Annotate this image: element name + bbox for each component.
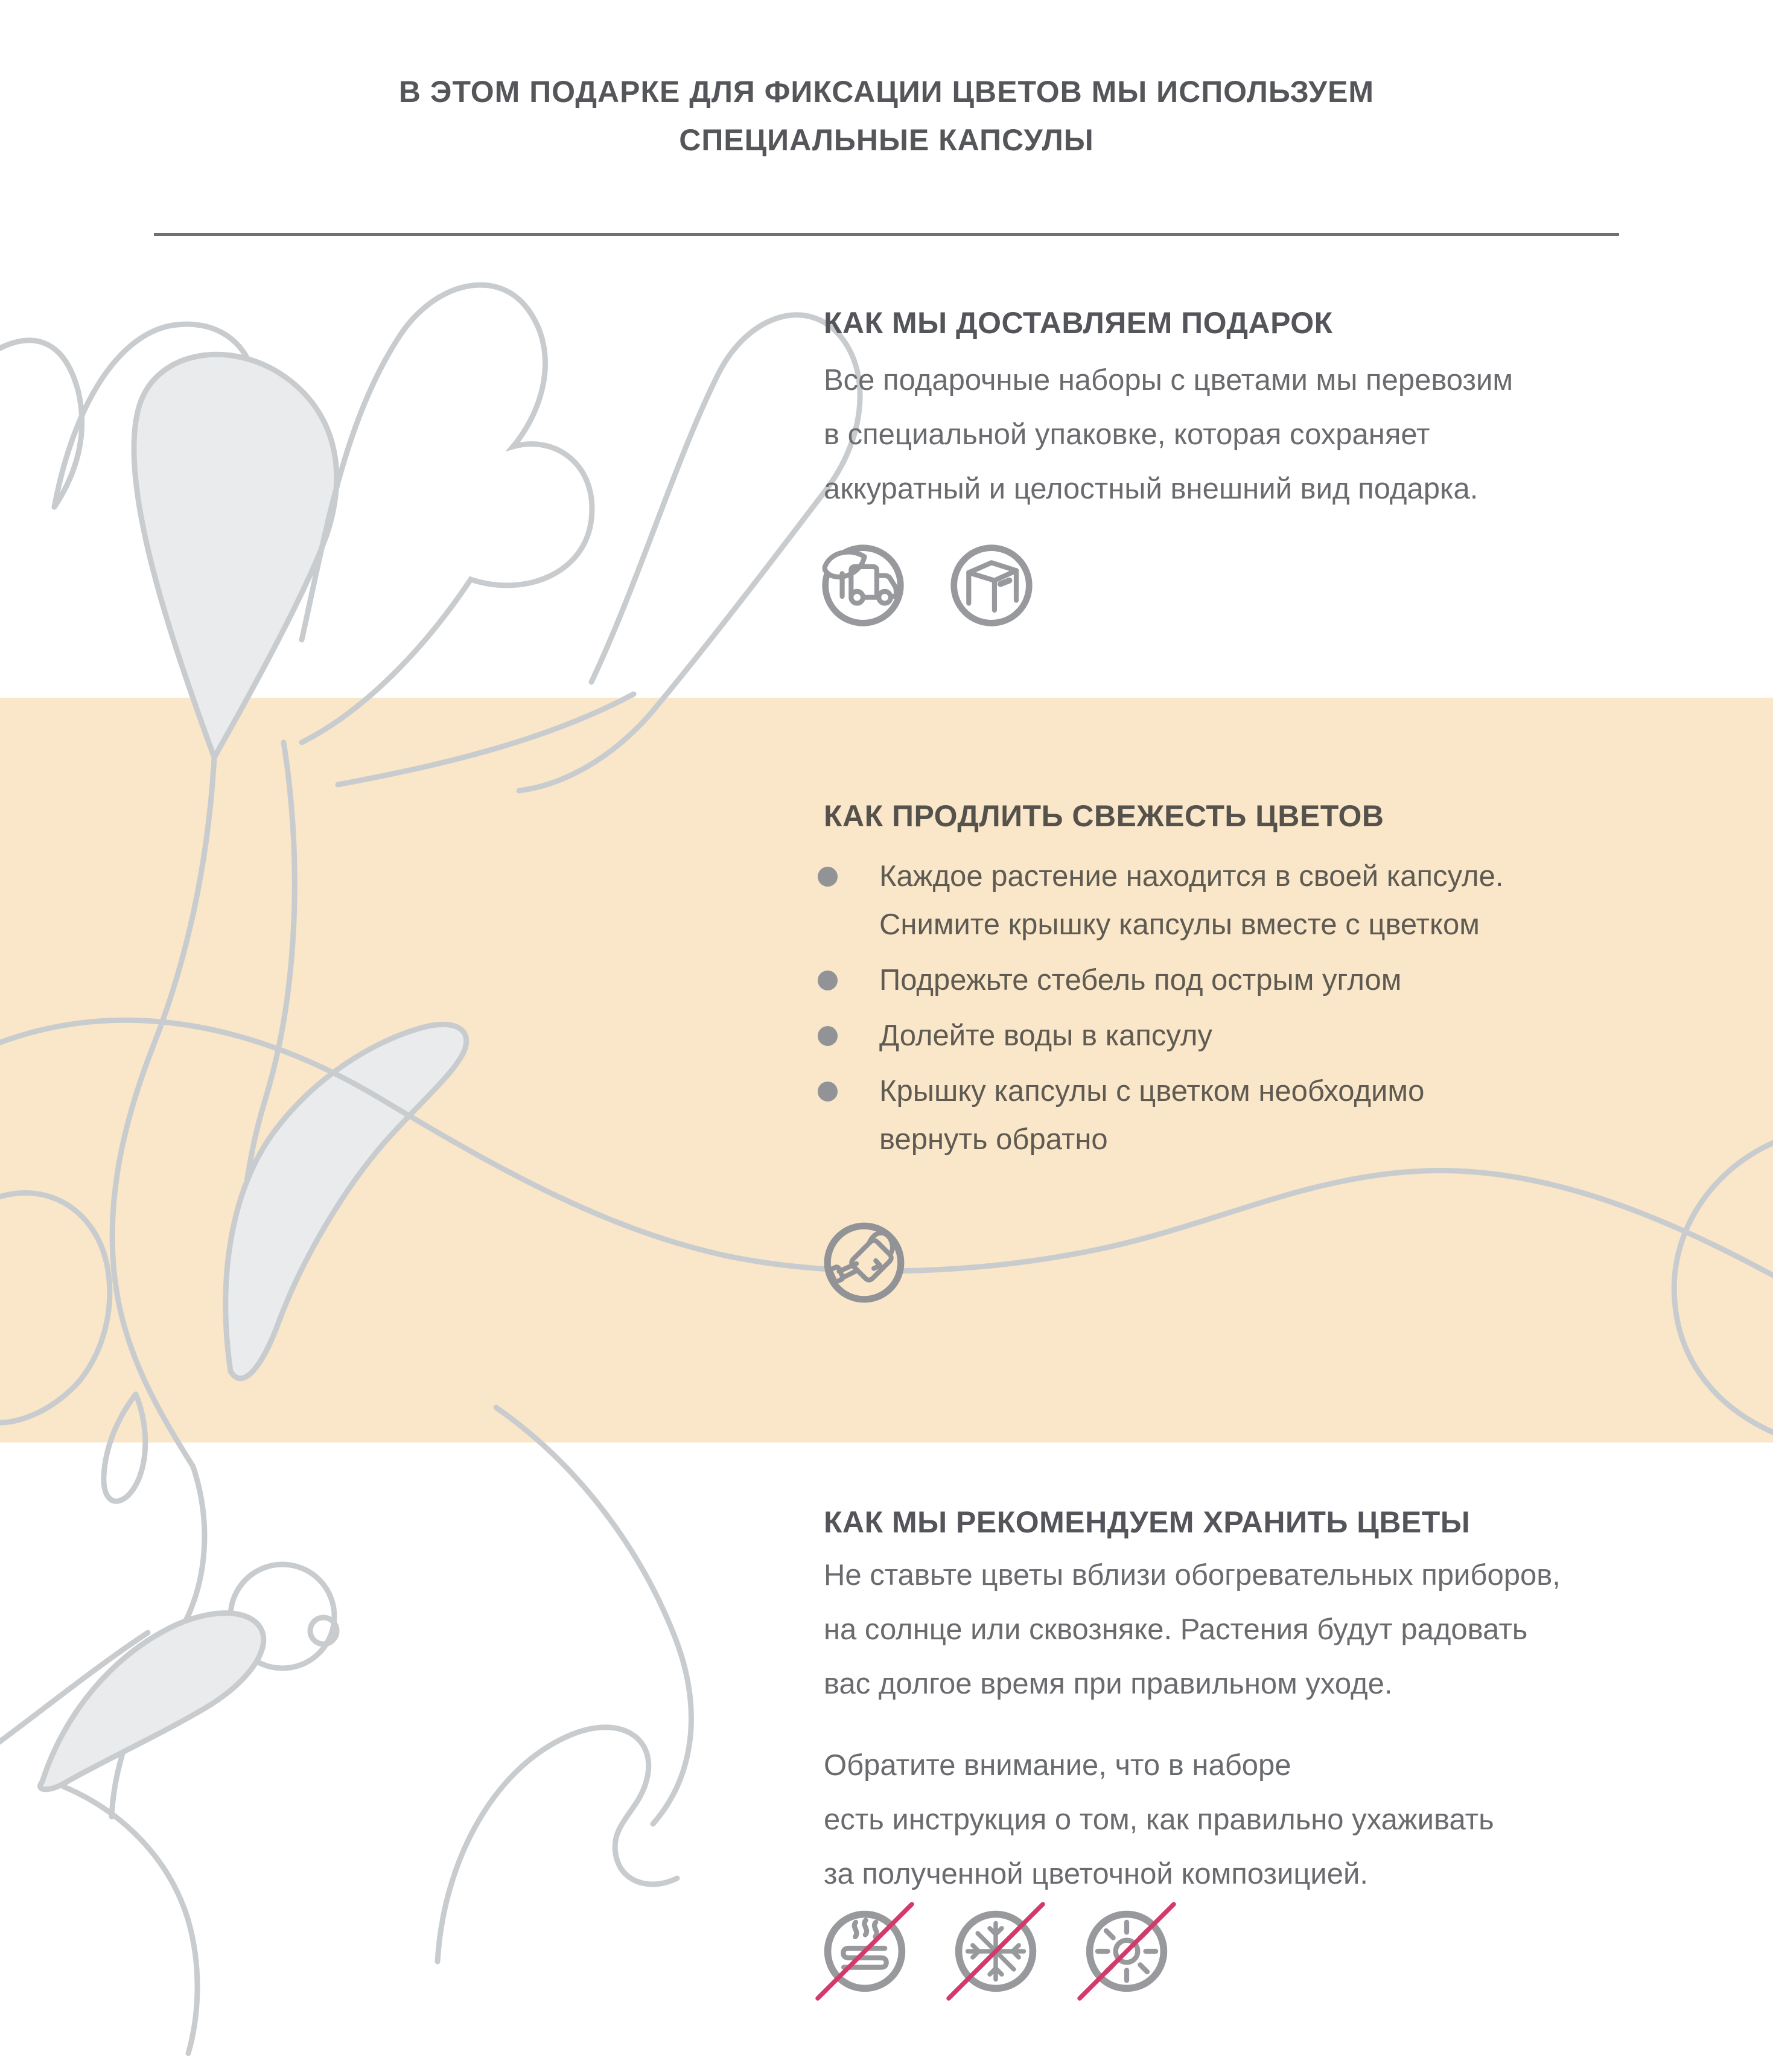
bullet-line: Долейте воды в капсулу: [879, 1019, 1212, 1052]
list-item: [816, 852, 1503, 949]
delivery-paragraph: [824, 353, 1513, 516]
storage-line: на солнце или сквозняке. Растения будут радовать: [824, 1613, 1528, 1646]
page-title-line1: В ЭТОМ ПОДАРКЕ ДЛЯ ФИКСАЦИИ ЦВЕТОВ МЫ ИСПОЛЬЗУЕМ: [398, 75, 1375, 109]
watering-can-icon: [816, 1214, 912, 1311]
list-item: [816, 956, 1503, 1004]
storage-line: за полученной цветочной композицией.: [824, 1858, 1369, 1890]
storage-line: Не ставьте цветы вблизи обогревательных приборов,: [824, 1559, 1561, 1592]
storage-line: вас долгое время при правильном уходе.: [824, 1668, 1393, 1700]
storage-paragraph-2: [824, 1738, 1494, 1901]
page-title-line2: СПЕЦИАЛЬНЫЕ КАПСУЛЫ: [679, 123, 1094, 157]
delivery-truck-icon: [813, 536, 912, 635]
no-sun-icon: [1077, 1901, 1177, 2001]
storage-line: есть инструкция о том, как правильно ухаживать: [824, 1803, 1494, 1836]
storage-paragraph-1: [824, 1548, 1561, 1711]
freshness-heading: КАК ПРОДЛИТЬ СВЕЖЕСТЬ ЦВЕТОВ: [824, 799, 1384, 833]
delivery-line: Все подарочные наборы с цветами мы перевозим: [824, 364, 1514, 397]
no-frost-icon: [946, 1901, 1046, 2001]
list-item: [816, 1067, 1503, 1164]
freshness-bullet-list: [816, 852, 1503, 1171]
delivery-heading: КАК МЫ ДОСТАВЛЯЕМ ПОДАРОК: [824, 306, 1333, 340]
bullet-line: Снимите крышку капсулы вместе с цветком: [879, 908, 1480, 941]
delivery-line: аккуратный и целостный внешний вид подарка.: [824, 473, 1479, 505]
bullet-line: Подрежьте стебель под острым углом: [879, 964, 1402, 996]
title-divider: [154, 233, 1619, 236]
delivery-line: в специальной упаковке, которая сохраняет: [824, 418, 1430, 451]
bullet-line: вернуть обратно: [879, 1123, 1108, 1156]
bullet-line: Крышку капсулы с цветком необходимо: [879, 1075, 1425, 1108]
gift-box-icon: [942, 536, 1041, 635]
no-heat-icon: [815, 1901, 915, 2001]
storage-heading: КАК МЫ РЕКОМЕНДУЕМ ХРАНИТЬ ЦВЕТЫ: [824, 1505, 1471, 1539]
list-item: [816, 1012, 1503, 1060]
page-title: [0, 68, 1773, 164]
bullet-line: Каждое растение находится в своей капсуле.: [879, 860, 1504, 893]
storage-line: Обратите внимание, что в наборе: [824, 1749, 1291, 1782]
